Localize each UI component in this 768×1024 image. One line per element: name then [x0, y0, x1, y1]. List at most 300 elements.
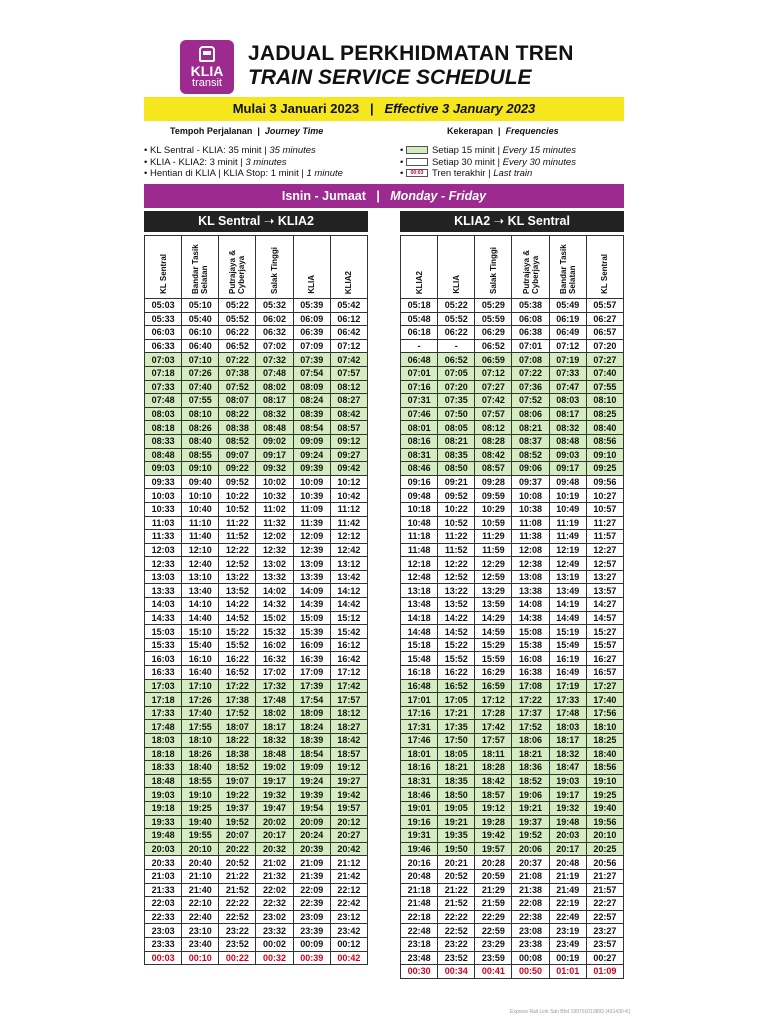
- time-cell: 15:39: [293, 625, 330, 639]
- time-cell: 19:32: [549, 801, 586, 815]
- time-cell: 08:50: [438, 462, 475, 476]
- time-cell: 20:39: [293, 842, 330, 856]
- time-cell: 09:32: [256, 462, 293, 476]
- time-cell: 20:37: [512, 856, 549, 870]
- time-cell: 18:24: [293, 720, 330, 734]
- column-header-label: KLIA: [307, 275, 317, 294]
- time-cell: 05:40: [182, 312, 219, 326]
- time-cell: 09:10: [586, 448, 623, 462]
- table-row: [145, 761, 368, 775]
- frequency-heading: Kekerapan | Frequencies: [447, 126, 559, 136]
- table-row: [145, 489, 368, 503]
- time-cell: 10:03: [145, 489, 182, 503]
- table-row: [401, 965, 624, 979]
- column-header-label: Salak Tinggi: [270, 247, 280, 294]
- time-cell: 21:32: [256, 869, 293, 883]
- time-cell: 17:02: [256, 666, 293, 680]
- time-cell: 08:26: [182, 421, 219, 435]
- table-row: [145, 829, 368, 843]
- time-cell: 18:57: [475, 788, 512, 802]
- time-cell: 09:17: [256, 448, 293, 462]
- time-cell: 07:52: [512, 394, 549, 408]
- time-cell: 21:27: [586, 869, 623, 883]
- time-cell: 17:55: [182, 720, 219, 734]
- time-cell: 06:27: [586, 312, 623, 326]
- time-cell: 07:50: [438, 407, 475, 421]
- time-cell: 12:59: [475, 570, 512, 584]
- time-cell: 14:27: [586, 598, 623, 612]
- column-header-label: KL Sentral: [600, 254, 610, 294]
- time-cell: 00:30: [401, 965, 438, 979]
- column-header-label: KLIA2: [414, 270, 424, 294]
- klia-transit-logo: [180, 40, 234, 94]
- time-cell: 23:22: [219, 924, 256, 938]
- time-cell: 17:03: [145, 679, 182, 693]
- time-cell: 22:49: [549, 910, 586, 924]
- time-cell: 17:48: [256, 693, 293, 707]
- time-cell: 18:03: [549, 720, 586, 734]
- time-cell: 12:18: [401, 557, 438, 571]
- time-cell: 16:59: [475, 679, 512, 693]
- time-cell: 19:09: [293, 761, 330, 775]
- time-cell: 18:12: [330, 706, 367, 720]
- table-row: [401, 407, 624, 421]
- time-cell: 19:33: [145, 815, 182, 829]
- time-cell: 12:38: [512, 557, 549, 571]
- time-cell: 19:25: [586, 788, 623, 802]
- time-cell: 06:18: [401, 326, 438, 340]
- table-row: [145, 856, 368, 870]
- time-cell: 18:54: [293, 747, 330, 761]
- time-cell: 14:12: [330, 584, 367, 598]
- table-row: [401, 394, 624, 408]
- table-row: [401, 924, 624, 938]
- table-row: [401, 312, 624, 326]
- day-malay: Isnin - Jumaat: [281, 189, 366, 203]
- time-cell: 13:42: [330, 570, 367, 584]
- time-cell: 08:18: [145, 421, 182, 435]
- column-header-label: Putrajaya & Cyberjaya: [521, 249, 540, 294]
- time-cell: 17:22: [512, 693, 549, 707]
- time-cell: 08:02: [256, 380, 293, 394]
- time-cell: 00:50: [512, 965, 549, 979]
- time-cell: 19:02: [256, 761, 293, 775]
- time-cell: 22:03: [145, 897, 182, 911]
- time-cell: 21:03: [145, 869, 182, 883]
- table-row: [145, 666, 368, 680]
- time-cell: 18:10: [586, 720, 623, 734]
- time-cell: 21:48: [401, 897, 438, 911]
- time-cell: 19:50: [438, 842, 475, 856]
- time-cell: 06:08: [512, 312, 549, 326]
- time-cell: 20:56: [586, 856, 623, 870]
- time-cell: 06:52: [438, 353, 475, 367]
- table-row: [145, 611, 368, 625]
- green-swatch: [406, 146, 428, 154]
- time-cell: 08:22: [219, 407, 256, 421]
- time-cell: 08:42: [330, 407, 367, 421]
- time-cell: 17:57: [330, 693, 367, 707]
- table-row: [401, 693, 624, 707]
- time-cell: 20:02: [256, 815, 293, 829]
- time-cell: 11:12: [330, 502, 367, 516]
- time-cell: 20:17: [549, 842, 586, 856]
- time-cell: 20:12: [330, 815, 367, 829]
- time-cell: 20:06: [512, 842, 549, 856]
- time-cell: 18:16: [401, 761, 438, 775]
- time-cell: 12:39: [293, 543, 330, 557]
- time-cell: 17:31: [401, 720, 438, 734]
- time-cell: 17:08: [512, 679, 549, 693]
- time-cell: 01:09: [586, 965, 623, 979]
- time-cell: 19:54: [293, 801, 330, 815]
- frequency-item: • 00:03 Tren terakhir | Last train: [400, 168, 533, 179]
- column-header: [293, 236, 330, 299]
- time-cell: 18:48: [256, 747, 293, 761]
- column-header: [512, 236, 549, 299]
- direction-from: KL Sentral: [198, 214, 261, 228]
- time-cell: 20:52: [219, 856, 256, 870]
- time-cell: 14:52: [438, 625, 475, 639]
- table-row: [145, 679, 368, 693]
- table-row: [401, 516, 624, 530]
- time-cell: 18:01: [401, 747, 438, 761]
- time-cell: 05:59: [475, 312, 512, 326]
- time-cell: 18:17: [256, 720, 293, 734]
- time-cell: 19:12: [330, 761, 367, 775]
- time-cell: 11:03: [145, 516, 182, 530]
- column-header-label: Putrajaya & Cyberjaya: [228, 249, 247, 294]
- time-cell: 23:40: [182, 937, 219, 951]
- frequency-item-ms: Tren terakhir: [431, 168, 486, 179]
- time-cell: 11:09: [293, 502, 330, 516]
- time-cell: 07:48: [145, 394, 182, 408]
- time-cell: 08:38: [219, 421, 256, 435]
- time-cell: 08:09: [293, 380, 330, 394]
- effective-sep: |: [370, 101, 374, 116]
- time-cell: 00:34: [438, 965, 475, 979]
- direction-to: KL Sentral: [507, 214, 570, 228]
- time-cell: 14:42: [330, 598, 367, 612]
- train-icon: [199, 46, 215, 62]
- time-cell: 12:49: [549, 557, 586, 571]
- time-cell: 07:33: [549, 366, 586, 380]
- time-cell: 19:28: [475, 815, 512, 829]
- time-cell: 10:18: [401, 502, 438, 516]
- time-cell: 10:52: [219, 502, 256, 516]
- timetable-klsentral-to-klia2: [144, 235, 368, 965]
- time-cell: 11:19: [549, 516, 586, 530]
- time-cell: 15:42: [330, 625, 367, 639]
- time-cell: 13:49: [549, 584, 586, 598]
- table-row: [145, 788, 368, 802]
- time-cell: 08:54: [293, 421, 330, 435]
- time-cell: 14:39: [293, 598, 330, 612]
- time-cell: 19:40: [182, 815, 219, 829]
- table-row: [145, 693, 368, 707]
- time-cell: 14:52: [219, 611, 256, 625]
- time-cell: 23:22: [438, 937, 475, 951]
- time-cell: 13:52: [219, 584, 256, 598]
- time-cell: 09:59: [475, 489, 512, 503]
- time-cell: 14:02: [256, 584, 293, 598]
- time-cell: 22:09: [293, 883, 330, 897]
- time-cell: 09:40: [182, 475, 219, 489]
- table-row: [145, 910, 368, 924]
- time-cell: 16:39: [293, 652, 330, 666]
- frequency-item-ms: Setiap 15 minit: [431, 145, 495, 156]
- time-cell: 19:07: [219, 774, 256, 788]
- time-cell: 18:33: [145, 761, 182, 775]
- time-cell: 08:37: [512, 434, 549, 448]
- time-cell: 21:29: [475, 883, 512, 897]
- time-cell: 10:12: [330, 475, 367, 489]
- day-bar: Isnin - Jumaat | Monday - Friday: [144, 184, 624, 208]
- time-cell: 08:27: [330, 394, 367, 408]
- time-cell: 17:16: [401, 706, 438, 720]
- time-cell: 18:56: [586, 761, 623, 775]
- time-cell: 19:05: [438, 801, 475, 815]
- time-cell: 12:52: [219, 557, 256, 571]
- time-cell: 05:39: [293, 299, 330, 313]
- time-cell: 22:52: [438, 924, 475, 938]
- table-row: [145, 747, 368, 761]
- time-cell: 06:49: [549, 326, 586, 340]
- time-cell: 17:52: [219, 706, 256, 720]
- time-cell: 13:18: [401, 584, 438, 598]
- time-cell: 23:42: [330, 924, 367, 938]
- time-cell: 06:57: [586, 326, 623, 340]
- time-cell: 18:52: [219, 761, 256, 775]
- time-cell: 13:03: [145, 570, 182, 584]
- time-cell: 14:40: [182, 611, 219, 625]
- time-cell: 07:42: [330, 353, 367, 367]
- time-cell: 15:22: [438, 638, 475, 652]
- time-cell: 08:12: [475, 421, 512, 435]
- title-malay: JADUAL PERKHIDMATAN TREN: [248, 42, 574, 65]
- time-cell: 16:10: [182, 652, 219, 666]
- time-cell: 10:42: [330, 489, 367, 503]
- time-cell: 08:48: [256, 421, 293, 435]
- time-cell: 07:09: [293, 339, 330, 353]
- time-cell: 19:21: [512, 801, 549, 815]
- time-cell: 13:52: [438, 598, 475, 612]
- time-cell: 22:29: [475, 910, 512, 924]
- time-cell: 07:12: [330, 339, 367, 353]
- table-row: [401, 679, 624, 693]
- time-cell: 18:32: [549, 747, 586, 761]
- time-cell: 08:31: [401, 448, 438, 462]
- time-cell: 07:20: [586, 339, 623, 353]
- time-cell: 08:46: [401, 462, 438, 476]
- table-row: [401, 380, 624, 394]
- time-cell: 08:24: [293, 394, 330, 408]
- time-cell: 08:32: [549, 421, 586, 435]
- time-cell: 10:02: [256, 475, 293, 489]
- time-cell: 20:52: [438, 869, 475, 883]
- time-cell: 07:22: [512, 366, 549, 380]
- time-cell: 10:10: [182, 489, 219, 503]
- time-cell: 12:22: [219, 543, 256, 557]
- table-row: [401, 856, 624, 870]
- time-cell: 17:18: [145, 693, 182, 707]
- time-cell: 17:50: [438, 734, 475, 748]
- column-header: [330, 236, 367, 299]
- time-cell: 08:03: [549, 394, 586, 408]
- red-swatch: 00:03: [406, 169, 428, 177]
- time-cell: 21:52: [438, 897, 475, 911]
- time-cell: 05:49: [549, 299, 586, 313]
- time-cell: 05:22: [438, 299, 475, 313]
- column-header: [401, 236, 438, 299]
- time-cell: 07:54: [293, 366, 330, 380]
- time-cell: 16:12: [330, 638, 367, 652]
- time-cell: 17:32: [256, 679, 293, 693]
- time-cell: 18:42: [330, 734, 367, 748]
- time-cell: 17:56: [586, 706, 623, 720]
- time-cell: 17:01: [401, 693, 438, 707]
- table-row: [145, 897, 368, 911]
- time-cell: 12:57: [586, 557, 623, 571]
- column-header: [475, 236, 512, 299]
- time-cell: 09:42: [330, 462, 367, 476]
- time-cell: 17:52: [512, 720, 549, 734]
- time-cell: 05:42: [330, 299, 367, 313]
- time-cell: 18:40: [182, 761, 219, 775]
- time-cell: 07:55: [586, 380, 623, 394]
- time-cell: 13:38: [512, 584, 549, 598]
- time-cell: 15:19: [549, 625, 586, 639]
- time-cell: 19:27: [330, 774, 367, 788]
- time-cell: 12:09: [293, 530, 330, 544]
- time-cell: 14:59: [475, 625, 512, 639]
- frequency-item-ms: Setiap 30 minit: [431, 156, 495, 168]
- time-cell: 21:39: [293, 869, 330, 883]
- table-row: [401, 557, 624, 571]
- time-cell: 13:39: [293, 570, 330, 584]
- time-cell: 07:10: [182, 353, 219, 367]
- time-cell: 07:36: [512, 380, 549, 394]
- time-cell: 22:02: [256, 883, 293, 897]
- table-row: [145, 366, 368, 380]
- time-cell: 17:12: [330, 666, 367, 680]
- time-cell: 15:38: [512, 638, 549, 652]
- time-cell: 22:22: [219, 897, 256, 911]
- time-cell: 06:32: [256, 326, 293, 340]
- time-cell: 14:10: [182, 598, 219, 612]
- time-cell: 23:32: [256, 924, 293, 938]
- time-cell: 00:10: [182, 951, 219, 965]
- time-cell: 18:02: [256, 706, 293, 720]
- time-cell: 00:08: [512, 951, 549, 965]
- time-cell: 05:52: [438, 312, 475, 326]
- time-cell: 08:10: [586, 394, 623, 408]
- time-cell: 21:19: [549, 869, 586, 883]
- journey-item: • Hentian di KLIA | KLIA Stop: 1 minit | 1 minute: [144, 168, 343, 179]
- time-cell: 00:32: [256, 951, 293, 965]
- time-cell: 21:57: [586, 883, 623, 897]
- direction-to: KLIA2: [277, 214, 314, 228]
- time-cell: 14:09: [293, 584, 330, 598]
- table-row: [145, 339, 368, 353]
- time-cell: 06:19: [549, 312, 586, 326]
- time-cell: 14:22: [219, 598, 256, 612]
- effective-english: Effective 3 January 2023: [384, 101, 536, 116]
- time-cell: 14:22: [438, 611, 475, 625]
- time-cell: 23:10: [182, 924, 219, 938]
- time-cell: 21:52: [219, 883, 256, 897]
- time-cell: 10:49: [549, 502, 586, 516]
- time-cell: 06:39: [293, 326, 330, 340]
- table-row: [145, 312, 368, 326]
- time-cell: 05:38: [512, 299, 549, 313]
- time-cell: 21:12: [330, 856, 367, 870]
- time-cell: 09:06: [512, 462, 549, 476]
- table-row: [401, 584, 624, 598]
- time-cell: 16:42: [330, 652, 367, 666]
- time-cell: 15:09: [293, 611, 330, 625]
- effective-date-bar: [144, 97, 624, 121]
- time-cell: 09:02: [256, 434, 293, 448]
- time-cell: 18:22: [219, 734, 256, 748]
- title-english: TRAIN SERVICE SCHEDULE: [248, 66, 532, 89]
- time-cell: 08:10: [182, 407, 219, 421]
- time-cell: 15:57: [586, 638, 623, 652]
- time-cell: 06:02: [256, 312, 293, 326]
- time-cell: 07:08: [512, 353, 549, 367]
- column-header-label: KLIA2: [344, 270, 354, 294]
- time-cell: 19:31: [401, 829, 438, 843]
- time-cell: 19:39: [293, 788, 330, 802]
- table-row: [145, 598, 368, 612]
- table-row: [145, 543, 368, 557]
- time-cell: 15:33: [145, 638, 182, 652]
- time-cell: 19:47: [256, 801, 293, 815]
- table-row: [145, 462, 368, 476]
- time-cell: 07:18: [145, 366, 182, 380]
- time-cell: 08:16: [401, 434, 438, 448]
- time-cell: 22:42: [330, 897, 367, 911]
- time-cell: 23:19: [549, 924, 586, 938]
- journey-item: • KLIA - KLIA2: 3 minit | 3 minutes: [144, 156, 287, 168]
- time-cell: 10:57: [586, 502, 623, 516]
- time-cell: 07:48: [256, 366, 293, 380]
- time-cell: 08:06: [512, 407, 549, 421]
- time-cell: 19:40: [586, 801, 623, 815]
- journey-time-heading: Tempoh Perjalanan | Journey Time: [170, 126, 324, 136]
- time-cell: 22:57: [586, 910, 623, 924]
- time-cell: 20:48: [401, 869, 438, 883]
- time-cell: 19:32: [256, 788, 293, 802]
- time-cell: 16:18: [401, 666, 438, 680]
- time-cell: 14:19: [549, 598, 586, 612]
- table-row: [401, 570, 624, 584]
- column-header-label: Bandar Tasik Selatan: [191, 244, 210, 294]
- time-cell: 11:48: [401, 543, 438, 557]
- time-cell: 23:12: [330, 910, 367, 924]
- time-cell: 07:16: [401, 380, 438, 394]
- time-cell: 07:22: [219, 353, 256, 367]
- time-cell: 18:55: [182, 774, 219, 788]
- frequency-item-en: Every 30 minutes: [502, 156, 576, 168]
- time-cell: 07:33: [145, 380, 182, 394]
- time-cell: 23:57: [586, 937, 623, 951]
- time-cell: 10:08: [512, 489, 549, 503]
- table-row: [401, 652, 624, 666]
- time-cell: 06:38: [512, 326, 549, 340]
- time-cell: 19:18: [145, 801, 182, 815]
- time-cell: 22:10: [182, 897, 219, 911]
